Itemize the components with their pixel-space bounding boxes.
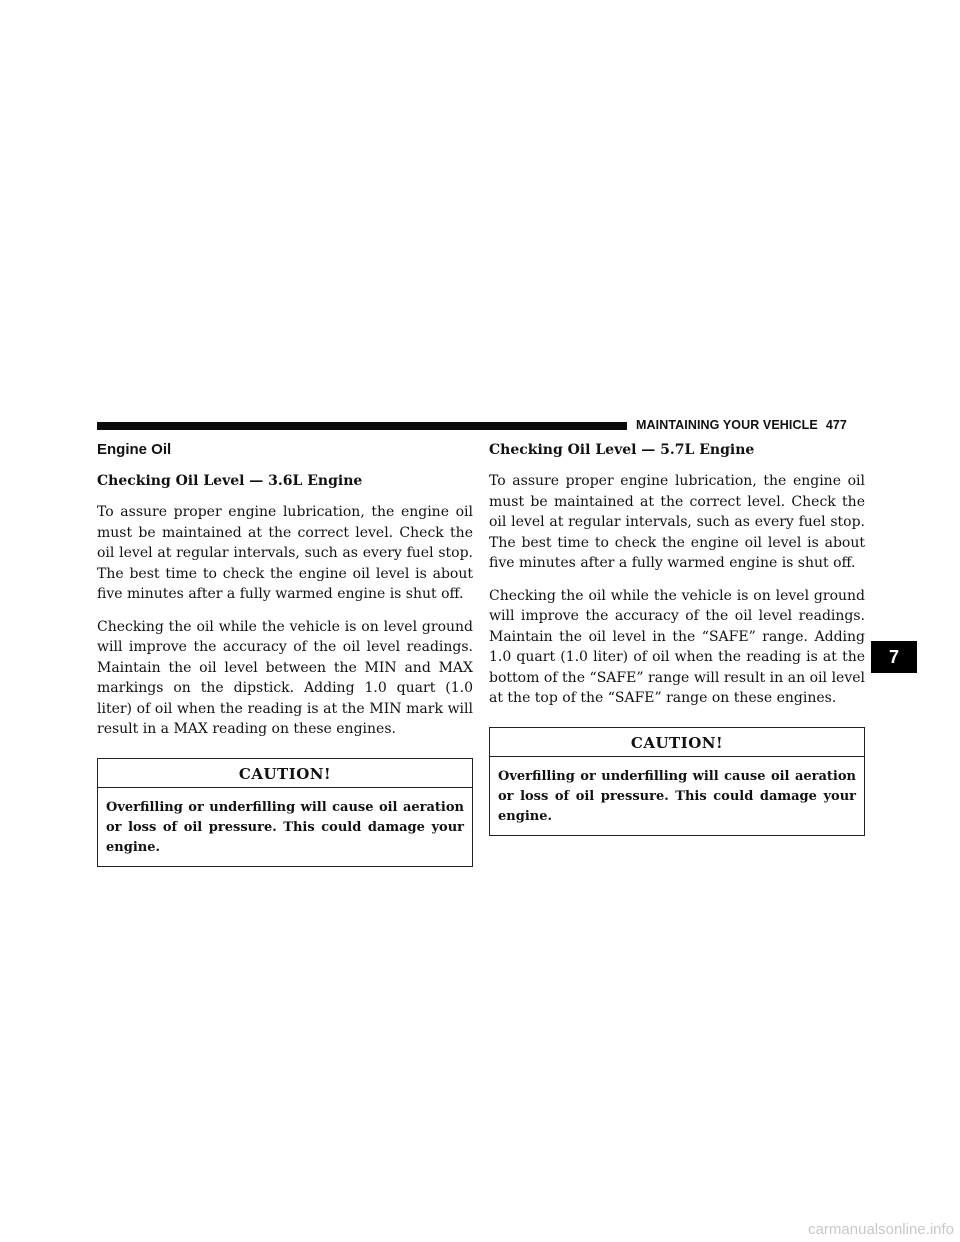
left-caution-title: CAUTION! [98,759,472,788]
section-title: Engine Oil [97,441,172,458]
page-number: 477 [825,418,847,432]
right-paragraph-1: To assure proper engine lubrication, the engine oil must be maintained at the correct level. Check the oil level at regular intervals, such as every fuel stop. The best time to check the engine oil level is about five minutes after a fully warmed engine is shut off. [489,473,865,571]
header-section-title: MAINTAINING YOUR VEHICLE [636,418,818,432]
chapter-tab: 7 [871,641,917,673]
right-caution-text: Overfilling or underfilling will cause oil aeration or loss of oil pressure. This could damage your engine. [498,768,856,824]
left-caution-text: Overfilling or underfilling will cause oil aeration or loss of oil pressure. This could damage your engine. [106,799,464,855]
left-caution-box [97,758,473,867]
left-subheading: Checking Oil Level — 3.6L Engine [97,473,363,489]
running-header [636,418,847,432]
header-rule [97,422,627,430]
right-paragraph-2: Checking the oil while the vehicle is on level ground will improve the accuracy of the oil level readings. Maintain the oil level in the “SAFE” range. Adding 1.0 quart (1.0 liter) of oil when the reading is at the bottom of the “SAFE” range will result in an oil level at the top of the “SAFE” range on these engines. [489,587,865,706]
right-caution-title: CAUTION! [490,728,864,757]
right-subheading: Checking Oil Level — 5.7L Engine [489,442,755,458]
right-column [489,441,865,836]
left-paragraph-1: To assure proper engine lubrication, the engine oil must be maintained at the correct level. Check the oil level at regular intervals, such as every fuel stop. The best time to check the engine oil level is about five minutes after a fully warmed engine is shut off. [97,504,473,602]
left-column [97,472,473,867]
watermark: carmanualsonline.info [808,1221,954,1238]
left-paragraph-2: Checking the oil while the vehicle is on level ground will improve the accuracy of the oil level readings. Maintain the oil level between the MIN and MAX markings on the dipstick. Adding 1.0 quart (1.0 liter) of oil when the reading is at the MIN mark will result in a MAX reading on these engines. [97,618,473,737]
right-caution-box [489,727,865,836]
